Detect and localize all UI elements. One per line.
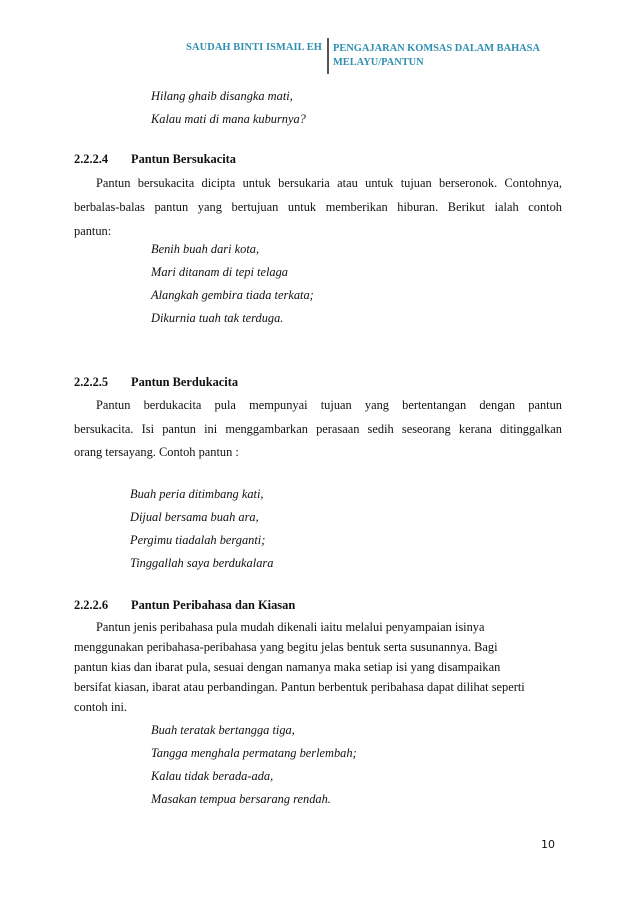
page-number: 10 xyxy=(541,838,555,851)
paragraph-line: bersukacita. Isi pantun ini menggambarkan perasaan sedih seseorang kerana ditinggalkan xyxy=(74,422,562,436)
paragraph-line: orang tersayang. Contoh pantun : xyxy=(74,445,239,459)
paragraph-line: Pantun bersukacita dicipta untuk bersukaria atau untuk tujuan berseronok. Contohnya, xyxy=(96,176,562,190)
poem-line: Mari ditanam di tepi telaga xyxy=(151,265,288,279)
poem-line: Kalau tidak berada-ada, xyxy=(151,769,274,783)
poem-line: Alangkah gembira tiada terkata; xyxy=(151,288,314,302)
header-divider xyxy=(327,38,329,74)
poem-line: Pergimu tiadalah berganti; xyxy=(130,533,266,547)
poem-line: Dijual bersama buah ara, xyxy=(130,510,259,524)
poem-line: Buah teratak bertangga tiga, xyxy=(151,723,295,737)
poem-line: Tinggallah saya berdukalara xyxy=(130,556,274,570)
section-number: 2.2.2.4 xyxy=(74,152,109,166)
section-title: Pantun Bersukacita xyxy=(131,152,236,166)
poem-line: Hilang ghaib disangka mati, xyxy=(151,89,293,103)
paragraph-line: pantun: xyxy=(74,224,112,238)
header-title xyxy=(333,42,573,70)
header-title-line1: PENGAJARAN KOMSAS DALAM BAHASA xyxy=(333,43,540,54)
poem-line: Masakan tempua bersarang rendah. xyxy=(151,792,331,806)
poem-line: Benih buah dari kota, xyxy=(151,242,260,256)
poem-line: Tangga menghala permatang berlembah; xyxy=(151,746,357,760)
poem-line: Kalau mati di mana kuburnya? xyxy=(151,112,306,126)
section-number: 2.2.2.5 xyxy=(74,375,109,389)
paragraph-line: bersifat kiasan, ibarat atau perbandingan. Pantun berbentuk peribahasa dapat dilihat seperti xyxy=(74,680,525,694)
paragraph-line: Pantun jenis peribahasa pula mudah dikenali iaitu melalui penyampaian isinya xyxy=(96,620,485,634)
section-title: Pantun Berdukacita xyxy=(131,375,239,389)
poem-line: Dikurnia tuah tak terduga. xyxy=(151,311,284,325)
section-title: Pantun Peribahasa dan Kiasan xyxy=(131,598,296,612)
section-number: 2.2.2.6 xyxy=(74,598,109,612)
paragraph-line: contoh ini. xyxy=(74,700,127,714)
poem-line: Buah peria ditimbang kati, xyxy=(130,487,264,501)
header-title-line2: MELAYU/PANTUN xyxy=(333,57,424,68)
paragraph-line: pantun kias dan ibarat pula, sesuai dengan namanya maka setiap isi yang disampaikan xyxy=(74,660,501,674)
paragraph-line: Pantun berdukacita pula mempunyai tujuan yang bertentangan dengan pantun xyxy=(96,398,562,412)
paragraph-line: berbalas-balas pantun yang bertujuan untuk memberikan hiburan. Berikut ialah contoh xyxy=(74,200,562,214)
paragraph-line: menggunakan peribahasa-peribahasa yang begitu jelas bentuk serta susunannya. Bagi xyxy=(74,640,498,654)
header-author: SAUDAH BINTI ISMAIL EH xyxy=(186,42,322,53)
